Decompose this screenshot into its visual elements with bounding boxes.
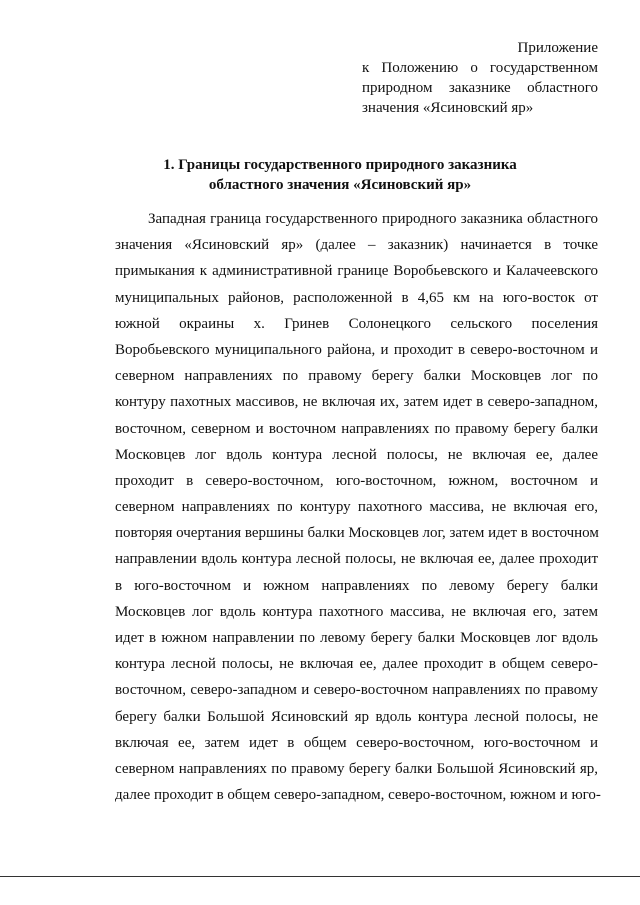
paragraph-line: южной окраины х. Гринев Солонецкого сельского поселения bbox=[115, 315, 598, 332]
paragraph-line: идет в южном направлении по левому берегу балки Московцев лог вдоль bbox=[115, 630, 598, 646]
section-heading bbox=[100, 155, 580, 195]
paragraph-line: в юго-восточном и южном направлениях по левому берегу балки bbox=[115, 577, 598, 594]
paragraph-line: Московцев лог вдоль контура лесной полосы, не включая ее, далее bbox=[115, 446, 598, 463]
appendix-line: значения «Ясиновский яр» bbox=[362, 100, 534, 116]
paragraph-line: контуру пахотных массивов, не включая их, затем идет в северо-западном, bbox=[115, 394, 598, 411]
paragraph-line: восточном, северо-западном и северо-восточном направлениях по правому bbox=[115, 682, 598, 699]
heading-line: 1. Границы государственного природного заказника bbox=[163, 157, 517, 173]
paragraph-line: направлении вдоль контура лесной полосы, не включая ее, далее проходит bbox=[115, 551, 598, 568]
paragraph-line: далее проходит в общем северо-западном, северо-восточном, южном и юго- bbox=[115, 787, 601, 804]
paragraph-line: контура лесной полосы, не включая ее, далее проходит в общем северо- bbox=[115, 656, 598, 673]
appendix-title: Приложение bbox=[517, 40, 598, 56]
paragraph-line: восточном, северном и восточном направлениях по правому берегу балки bbox=[115, 420, 598, 437]
paragraph-line: берегу балки Большой Ясиновский яр вдоль контура лесной полосы, не bbox=[115, 708, 598, 725]
body-paragraph bbox=[115, 206, 601, 808]
paragraph-line: муниципальных районов, расположенной в 4,65 км на юго-восток от bbox=[115, 289, 598, 306]
heading-line: областного значения «Ясиновский яр» bbox=[208, 177, 472, 193]
paragraph-line: включая ее, затем идет в общем северо-восточном, юго-восточном и bbox=[115, 734, 598, 751]
paragraph-line: Московцев лог вдоль контура пахотного массива, не включая его, затем bbox=[115, 603, 598, 620]
paragraph-line: повторяя очертания вершины балки Московцев лог, затем идет в восточном bbox=[115, 525, 599, 542]
paragraph-line: северном направлениях по контуру пахотного массива, не включая его, bbox=[115, 499, 598, 516]
paragraph-line: примыкания к административной границе Воробьевского и Калачеевского bbox=[115, 263, 598, 280]
appendix-line: к Положению о государственном bbox=[362, 60, 598, 76]
page-bottom-divider bbox=[0, 876, 640, 877]
appendix-line: природном заказнике областного bbox=[362, 80, 598, 96]
paragraph-line: значения «Ясиновский яр» (далее – заказник) начинается в точке bbox=[115, 237, 598, 254]
paragraph-line: Воробьевского муниципального района, и проходит в северо-восточном и bbox=[115, 341, 598, 358]
paragraph-line: северном направлениях по правому берегу балки Московцев лог по bbox=[115, 368, 598, 385]
paragraph-line: северном направлениях по правому берегу балки Большой Ясиновский яр, bbox=[115, 760, 598, 777]
paragraph-line: Западная граница государственного природного заказника областного bbox=[148, 211, 598, 227]
paragraph-line: проходит в северо-восточном, юго-восточном, южном, восточном и bbox=[115, 472, 598, 489]
appendix-note bbox=[362, 38, 598, 118]
